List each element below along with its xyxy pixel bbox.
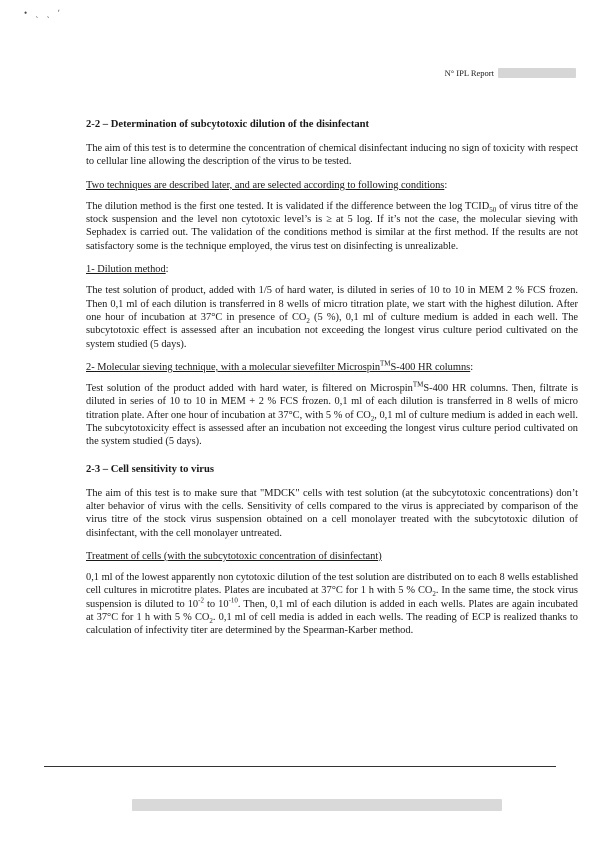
section-2-2-heading: 2-2 – Determination of subcytotoxic dilution of the disinfectant xyxy=(86,119,370,130)
text-run: , 0,1 ml of culture medium is added in each well. The subcytotoxicity effect is assessed after an incubation not exceeding the longest virus culture period cultivated on the system studied (5 days). xyxy=(86,409,579,448)
section-2-3-intro: The aim of this test is to make sure that "MDCK" cells with test solution (at the subcytotoxic concentrations) don’t alter behavior of virus with the cells. Sensitivity of cells compared to the virus is appreciated by comparison of the virus titre of the stock virus suspension obtained on a cell monolayer treated with the subcytotoxic dilution of disinfectant, with the cell monolayer untreated. xyxy=(86,487,578,539)
superscript: -10 xyxy=(228,596,238,605)
sieving-subheading xyxy=(86,361,578,374)
dilution-label: 1- Dilution method xyxy=(86,264,166,276)
subscript: 50 xyxy=(489,205,497,214)
text-run: The test solution of product, added with 1/5 of hard water, is diluted in series of 10 to 10 in MEM 2 % FCS frozen. Then 0,1 ml of each dilution is transferred in 8 wells of micro titration plate, we start with the highest dilution. After one hour of incubation at 37°C in presence of CO xyxy=(86,285,578,323)
scan-specks: • ˏ ˏ ʹ xyxy=(24,8,63,18)
document-body xyxy=(86,118,578,648)
techniques-colon: : xyxy=(444,179,448,191)
text-run: The dilution method is the first one tested. It is validated if the difference between the log TCID xyxy=(86,200,490,212)
report-label: N° IPL Report xyxy=(444,68,494,78)
subscript: 2 xyxy=(370,414,375,423)
superscript: TM xyxy=(412,380,424,389)
section-2-2-intro: The aim of this test is to determine the concentration of chemical disinfectant inducing no sign of toxicity with respect to cellular line allowing the description of the virus to be tested. xyxy=(86,143,578,168)
report-header xyxy=(445,68,576,78)
text-run: to 10 xyxy=(203,598,229,610)
section-2-3-heading: 2-3 – Cell sensitivity to virus xyxy=(86,463,214,475)
subscript: 2 xyxy=(209,617,213,626)
text-run: . Then, 0,1 ml of each dilution is added in each wells. Plates are again incubated at 37°C for 1 h with 5 % CO xyxy=(86,598,578,624)
sieving-colon: : xyxy=(470,361,474,373)
text-run: . 0,1 ml of cell media is added in each wells. The reading of ECP is realized thanks to calculation of infectivity titer are determined by the Spearman-Karber method. xyxy=(86,612,578,637)
dilution-colon: : xyxy=(165,264,169,276)
treatment-subheading: Treatment of cells (with the subcytotoxic concentration of disinfectant) xyxy=(86,550,382,562)
dilution-subheading xyxy=(86,263,578,276)
text-run: . In the same time, the stock virus suspension is diluted to 10 xyxy=(86,585,578,610)
text-run: 2- Molecular sieving technique, with a molecular sievefilter Microspin xyxy=(86,361,381,373)
subscript: 2 xyxy=(432,590,436,599)
sieving-paragraph xyxy=(86,382,578,448)
treatment-paragraph xyxy=(86,571,578,637)
superscript: TM xyxy=(380,359,391,368)
subscript: 2 xyxy=(306,317,310,326)
redacted-footer xyxy=(132,799,502,811)
text-run: Test solution of the product added with hard water, is filtered on Microspin xyxy=(86,383,413,395)
techniques-label: Two techniques are described later, and are selected according to following conditions xyxy=(86,179,445,191)
text-run: 0,1 ml of the lowest apparently non cytotoxic dilution of the test solution are distributed on to each 8 wells established cell cultures in microtitre plates. Plates are incubated at 37°C for 1 h with 5 % CO xyxy=(86,572,579,597)
text-run: S-400 HR columns xyxy=(390,361,471,373)
techniques-paragraph xyxy=(86,200,578,253)
techniques-subheading xyxy=(86,179,578,192)
text-run: S-400 HR columns. Then, filtrate is diluted in series of 10 to 10 in MEM + 2 % FCS frozen. 0,1 ml of each dilution is transferred in 8 wells of micro titration plate. After one hour of incubation at 37°C, with 5 % of CO xyxy=(86,383,579,421)
redacted-report-number xyxy=(498,68,576,78)
text-run: of virus titre of the stock suspension and the level non cytotoxic level’s is ≥ at 5 log. If it’s not the case, the molecular sieving with Sephadex is carried out. The validation of the conditions method is similar at the first method. If the results are not satisfactory some is the technique employed, the virus test on disinfecting is unrealizable. xyxy=(86,200,578,252)
text-run: (5 %), 0,1 ml of culture medium is added in each well. The subcytotoxic effect is assessed after an incubation not exceeding the longest virus culture period cultivated on the system studied (5 days). xyxy=(86,311,578,350)
superscript: -2 xyxy=(198,596,204,605)
dilution-paragraph xyxy=(86,284,578,350)
footer-divider xyxy=(44,766,556,767)
